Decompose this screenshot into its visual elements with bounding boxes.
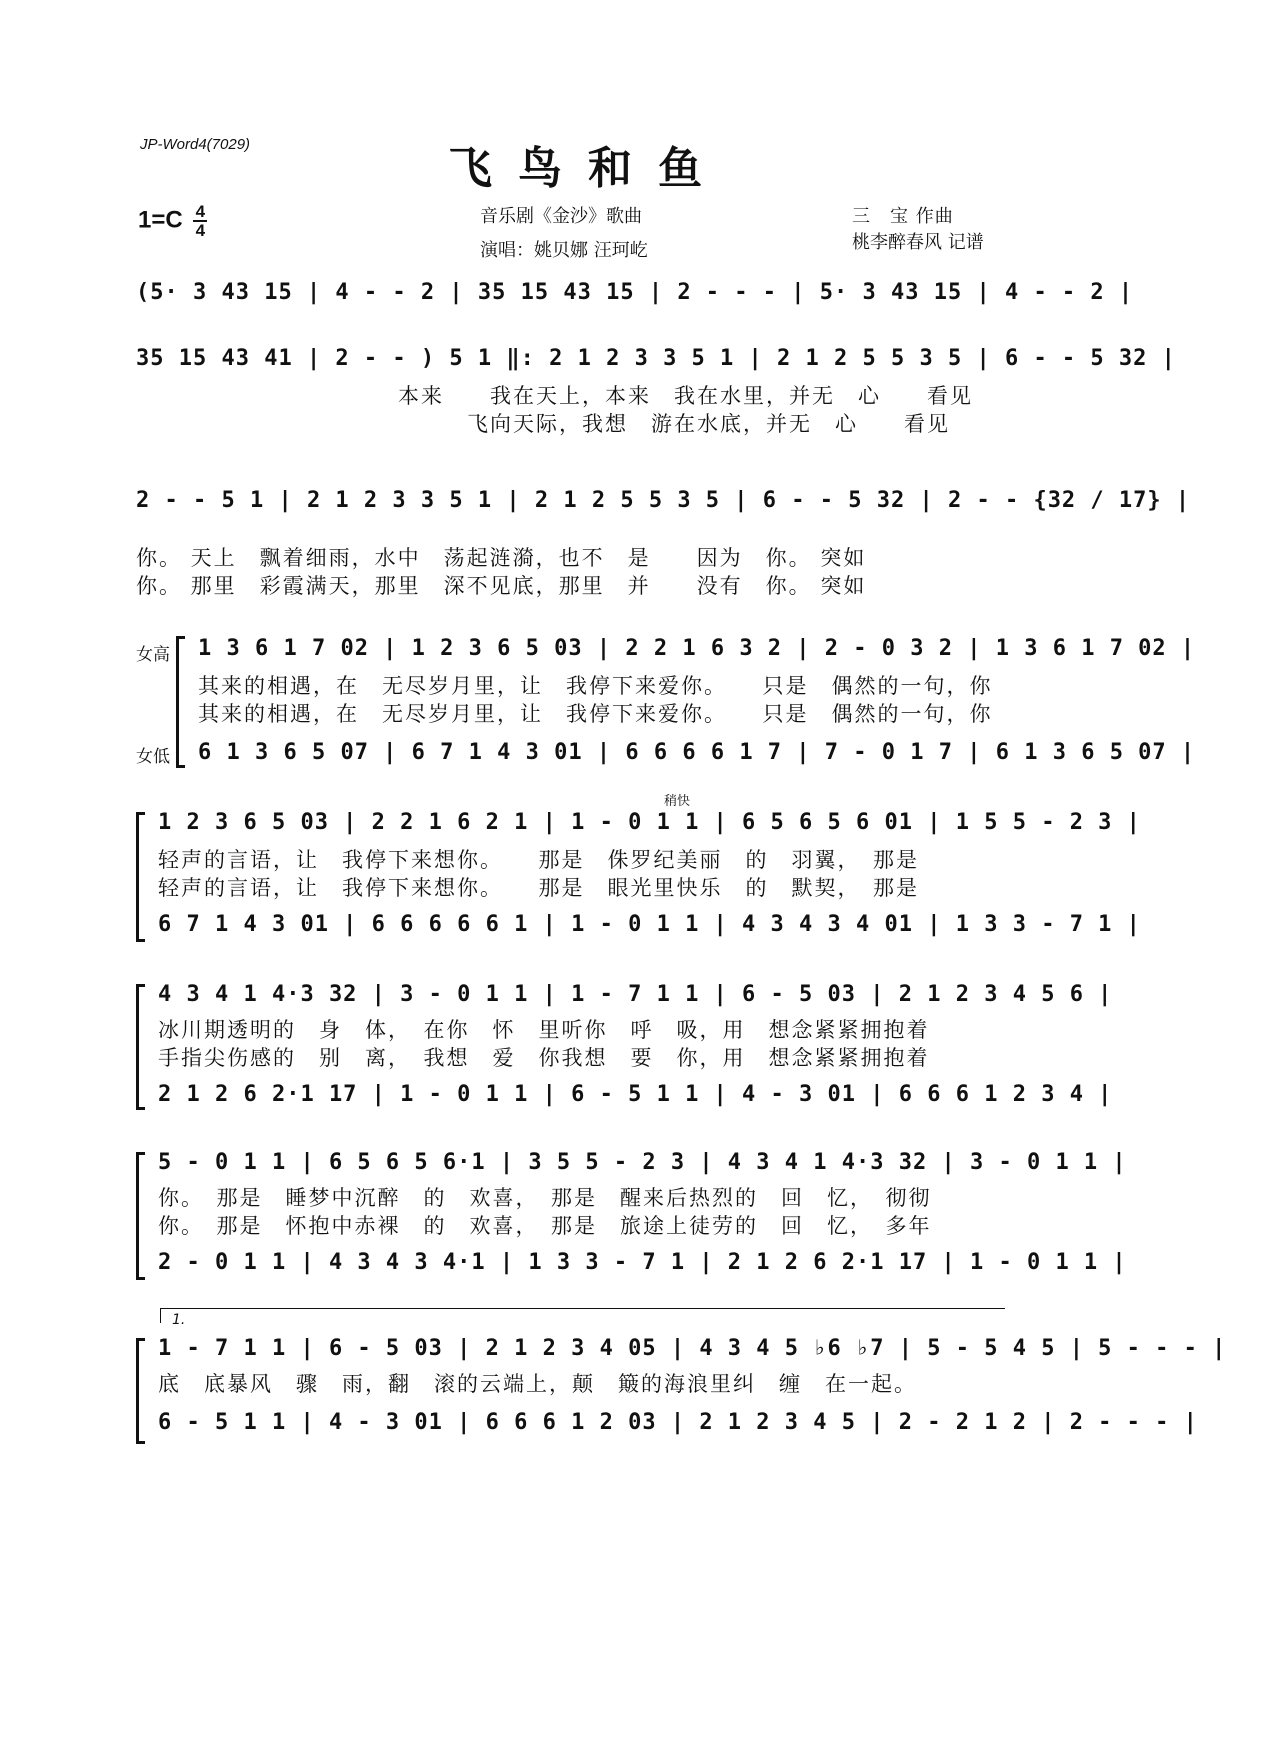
system-5-lyrics-1: 轻声的言语，让 我停下来想你。 那是 侏罗纪美丽 的 羽翼， 那是: [158, 848, 919, 872]
system-6-upper-notes: 4 3 4 1 4·3 32 | 3 - 0 1 1 | 1 - 7 1 1 | 6 - 5 03 | 2 1 2 3 4 5 6 |: [158, 982, 1113, 1007]
system-6-brace: [136, 984, 145, 1110]
key-label: 1=C: [138, 206, 183, 234]
system-8-brace: [136, 1338, 145, 1444]
performers: 演唱：姚贝娜 汪珂屹: [480, 240, 648, 261]
system-8-upper-notes: 1 - 7 1 1 | 6 - 5 03 | 2 1 2 3 4 05 | 4 3 4 5 ♭6 ♭7 | 5 - 5 4 5 | 5 - - - |: [158, 1336, 1227, 1361]
transcriber: 桃李醉春风 记谱: [852, 232, 984, 253]
system-2-lyrics-1: 本来 我在天上，本来 我在水里，并无 心 看见: [398, 384, 973, 408]
system-8-lower-notes: 6 - 5 1 1 | 4 - 3 01 | 6 6 6 1 2 03 | 2 1 2 3 4 5 | 2 - 2 1 2 | 2 - - - |: [158, 1410, 1198, 1435]
first-ending-label: 1.: [172, 1312, 186, 1328]
tempo-mark: 稍快: [664, 794, 691, 809]
system-4-lyrics-2: 其来的相遇，在 无尽岁月里，让 我停下来爱你。 只是 偶然的一句，你: [198, 702, 993, 726]
system-2-notes: 35 15 43 41 | 2 - - ) 5 1 ‖: 2 1 2 3 3 5 1 | 2 1 2 5 5 3 5 | 6 - - 5 32 |: [136, 346, 1176, 371]
song-title: 飞鸟和鱼: [448, 143, 728, 194]
system-4-lyrics-1: 其来的相遇，在 无尽岁月里，让 我停下来爱你。 只是 偶然的一句，你: [198, 674, 993, 698]
system-4-upper-notes: 1 3 6 1 7 02 | 1 2 3 6 5 03 | 2 2 1 6 3 2 | 2 - 0 3 2 | 1 3 6 1 7 02 |: [198, 636, 1196, 661]
key-signature: [138, 203, 207, 239]
time-signature: [193, 203, 207, 239]
system-4-lower-notes: 6 1 3 6 5 07 | 6 7 1 4 3 01 | 6 6 6 6 1 7 | 7 - 0 1 7 | 6 1 3 6 5 07 |: [198, 740, 1196, 765]
system-3-lyrics-1: 你。 天上 飘着细雨，水中 荡起涟漪，也不 是 因为 你。 突如: [136, 546, 867, 570]
system-5-lyrics-2: 轻声的言语，让 我停下来想你。 那是 眼光里快乐 的 默契， 那是: [158, 876, 919, 900]
time-top: 4: [195, 202, 206, 221]
time-bottom: 4: [195, 221, 206, 240]
system-4-brace: [176, 636, 185, 768]
system-7-lyrics-1: 你。 那是 睡梦中沉醉 的 欢喜， 那是 醒来后热烈的 回 忆， 彻彻: [158, 1186, 932, 1210]
system-5-brace: [136, 812, 145, 942]
composer: 三 宝 作曲: [852, 206, 954, 227]
source-label: JP-Word4(7029): [140, 136, 251, 153]
system-6-lyrics-1: 冰川期透明的 身 体， 在你 怀 里听你 呼 吸，用 想念紧紧拥抱着: [158, 1018, 930, 1042]
system-6-lower-notes: 2 1 2 6 2·1 17 | 1 - 0 1 1 | 6 - 5 1 1 | 4 - 3 01 | 6 6 6 1 2 3 4 |: [158, 1082, 1113, 1107]
system-8-lyrics-1: 底 底暴风 骤 雨，翻 滚的云端上，颠 簸的海浪里纠 缠 在一起。: [158, 1372, 917, 1396]
system-5-upper-notes: 1 2 3 6 5 03 | 2 2 1 6 2 1 | 1 - 0 1 1 | 6 5 6 5 6 01 | 1 5 5 - 2 3 |: [158, 810, 1141, 835]
system-7-upper-notes: 5 - 0 1 1 | 6 5 6 5 6·1 | 3 5 5 - 2 3 | 4 3 4 1 4·3 32 | 3 - 0 1 1 |: [158, 1150, 1127, 1175]
first-ending-bracket: [160, 1308, 1005, 1323]
system-6-lyrics-2: 手指尖伤感的 别 离， 我想 爱 你我想 要 你，用 想念紧紧拥抱着: [158, 1046, 930, 1070]
system-7-lyrics-2: 你。 那是 怀抱中赤裸 的 欢喜， 那是 旅途上徒劳的 回 忆， 多年: [158, 1214, 932, 1238]
system-3-notes: 2 - - 5 1 | 2 1 2 3 3 5 1 | 2 1 2 5 5 3 5 | 6 - - 5 32 | 2 - - {32 / 17} |: [136, 488, 1191, 513]
system-5-lower-notes: 6 7 1 4 3 01 | 6 6 6 6 6 1 | 1 - 0 1 1 | 4 3 4 3 4 01 | 1 3 3 - 7 1 |: [158, 912, 1141, 937]
subtitle: 音乐剧《金沙》歌曲: [480, 206, 642, 227]
system-2-lyrics-2: 飞向天际，我想 游在水底，并无 心 看见: [398, 412, 950, 436]
system-3-lyrics-2: 你。 那里 彩霞满天，那里 深不见底，那里 并 没有 你。 突如: [136, 574, 867, 598]
system-7-lower-notes: 2 - 0 1 1 | 4 3 4 3 4·1 | 1 3 3 - 7 1 | 2 1 2 6 2·1 17 | 1 - 0 1 1 |: [158, 1250, 1127, 1275]
system-1-notes: (5· 3 43 15 | 4 - - 2 | 35 15 43 15 | 2 - - - | 5· 3 43 15 | 4 - - 2 |: [136, 280, 1134, 305]
part-label-high: 女高: [136, 645, 170, 665]
part-label-low: 女低: [136, 747, 170, 767]
system-7-brace: [136, 1152, 145, 1280]
